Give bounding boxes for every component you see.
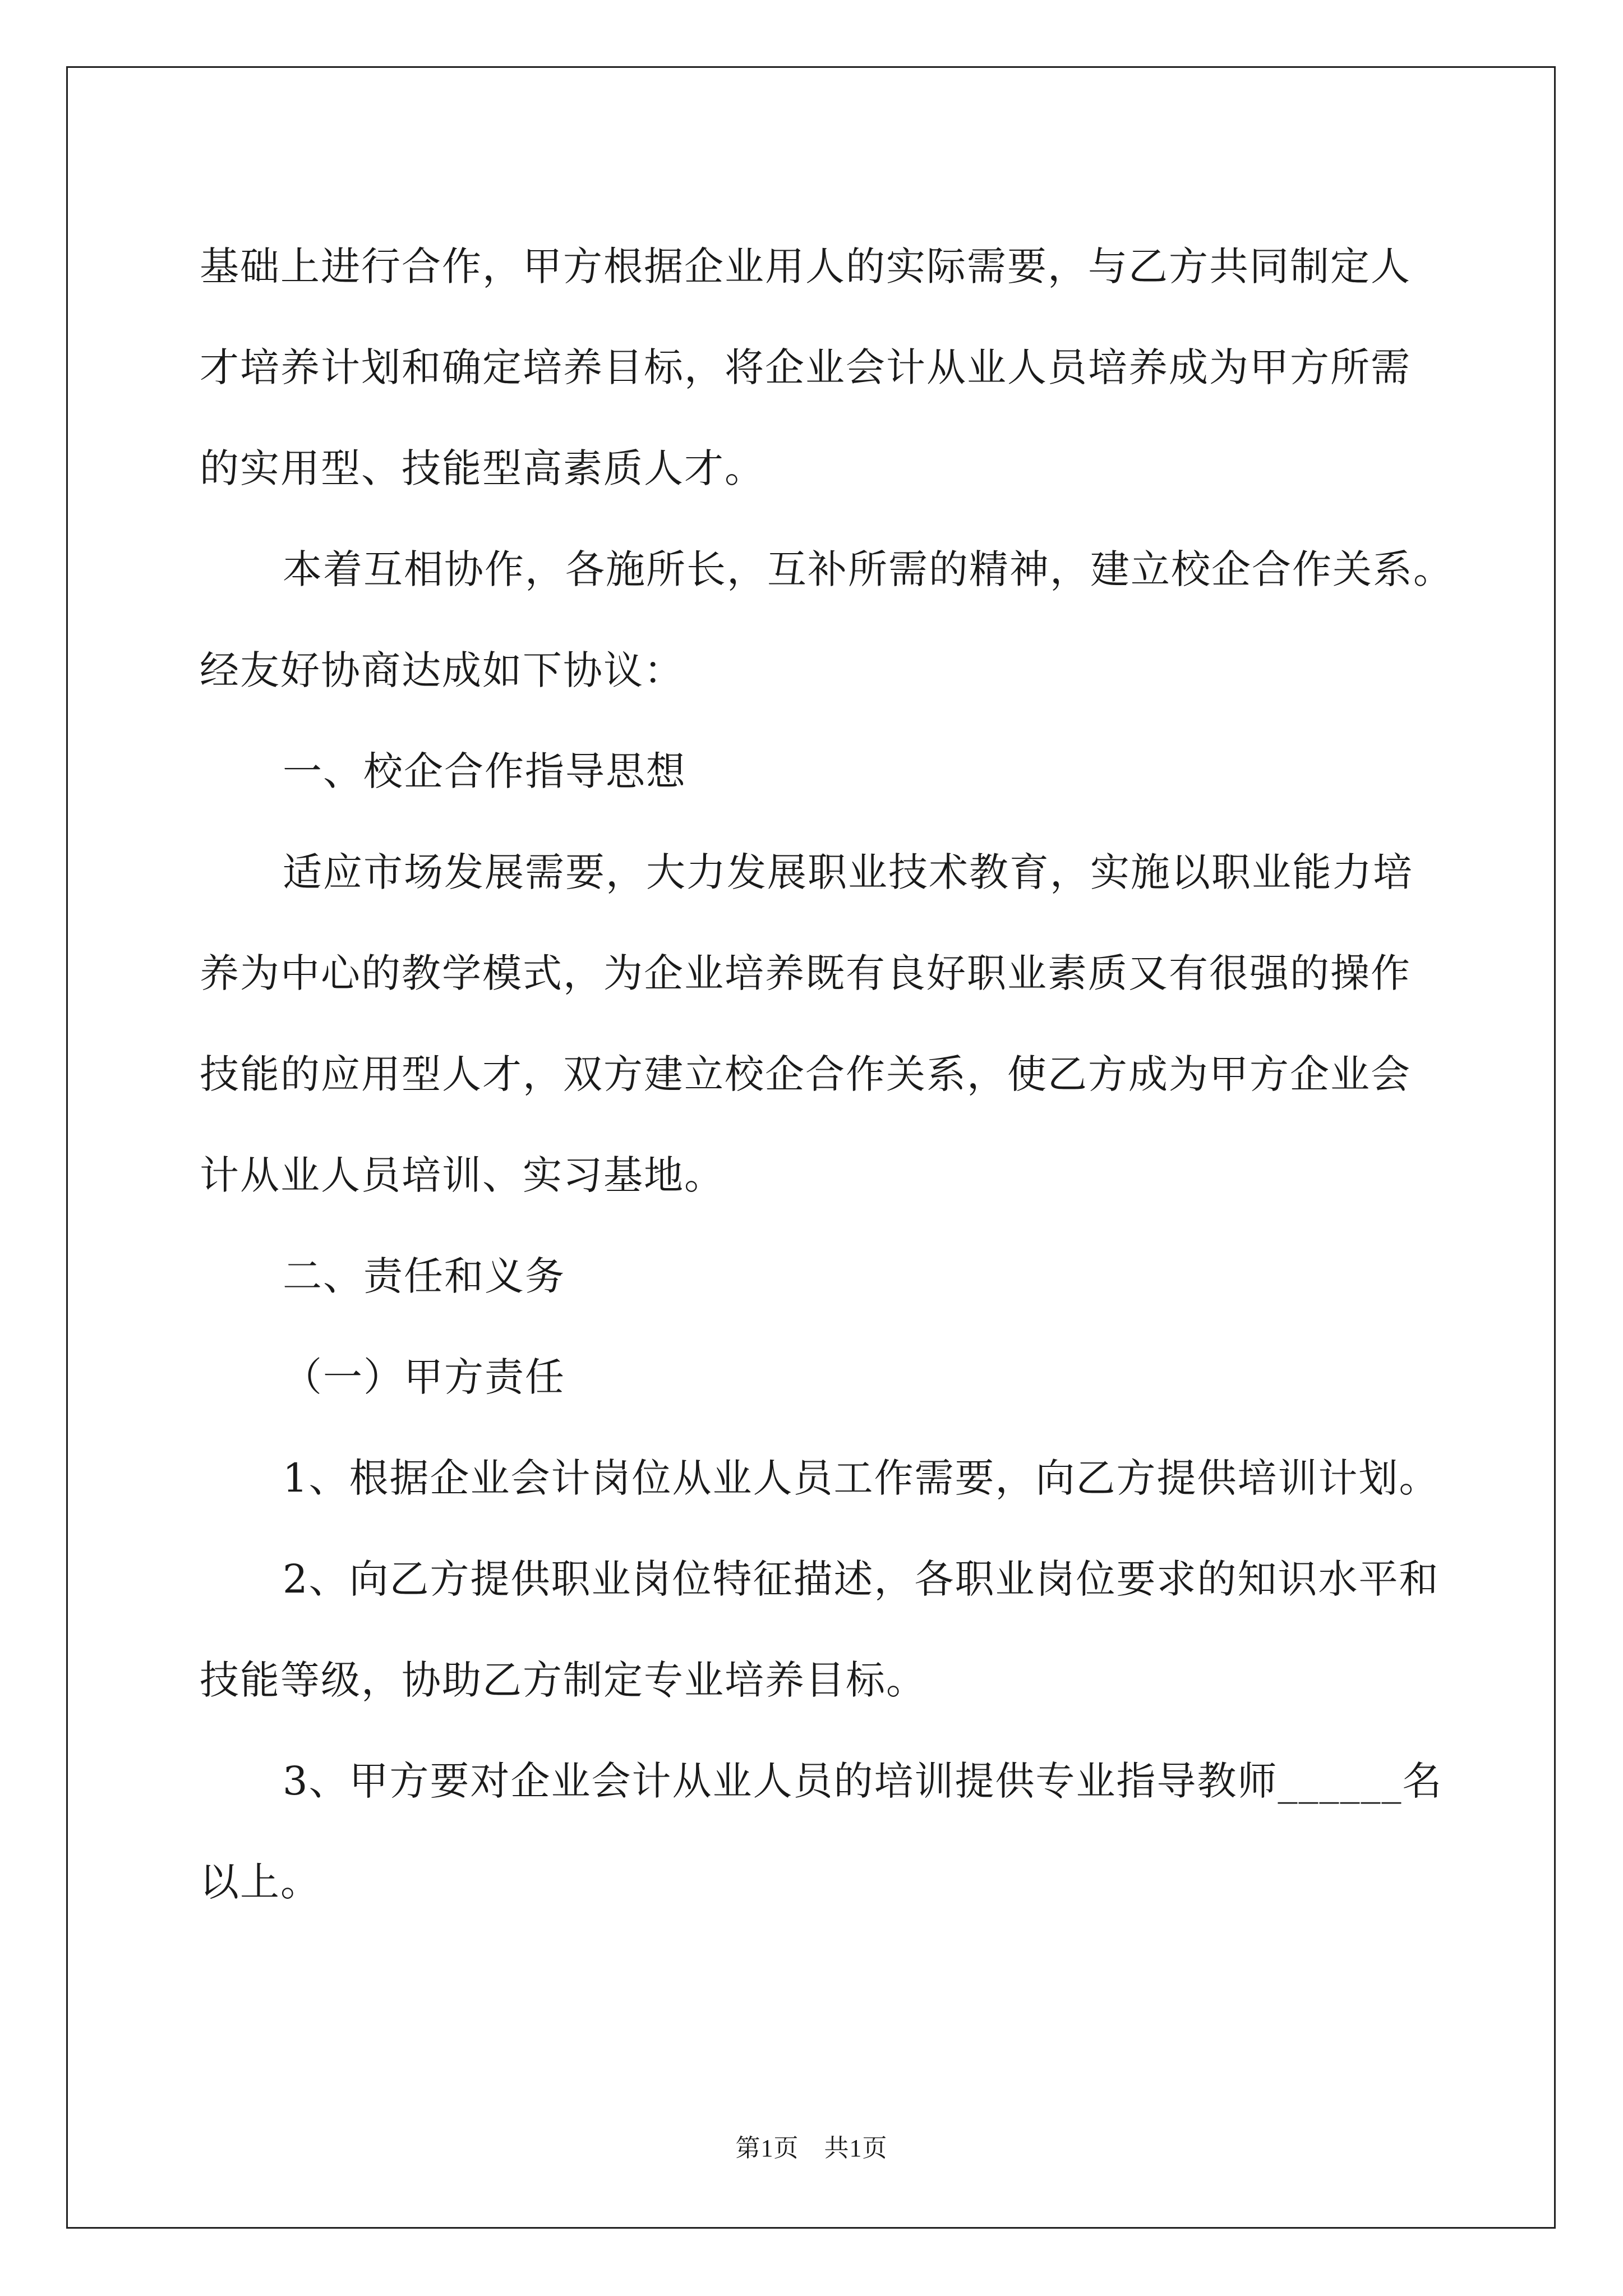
text-line: 以上。 — [200, 1859, 321, 1905]
text-line: 计从业人员培训、实习基地。 — [200, 1152, 725, 1198]
subsection-heading: （一）甲方责任 — [283, 1354, 565, 1400]
list-item: 1、根据企业会计岗位从业人员工作需要，向乙方提供培训计划。 — [283, 1455, 1440, 1501]
section-heading: 一、校企合作指导思想 — [283, 748, 686, 794]
section-heading: 二、责任和义务 — [283, 1253, 565, 1299]
text-line: 养为中心的教学模式，为企业培养既有良好职业素质又有很强的操作 — [200, 950, 1411, 996]
text-line: 适应市场发展需要，大力发展职业技术教育，实施以职业能力培 — [283, 849, 1413, 895]
page-number: 第1页 共1页 — [735, 2134, 888, 2162]
page-footer — [0, 2128, 1623, 2164]
text-line: 技能的应用型人才，双方建立校企合作关系，使乙方成为甲方企业会 — [200, 1051, 1411, 1097]
list-item: 2、向乙方提供职业岗位特征描述，各职业岗位要求的知识水平和 — [283, 1556, 1440, 1602]
text-line: 才培养计划和确定培养目标，将企业会计从业人员培养成为甲方所需 — [200, 344, 1411, 390]
text-line: 的实用型、技能型高素质人才。 — [200, 445, 765, 491]
text-line: 基础上进行合作，甲方根据企业用人的实际需要，与乙方共同制定人 — [200, 243, 1411, 289]
document-body — [200, 216, 1456, 1932]
text-line: 技能等级，协助乙方制定专业培养目标。 — [200, 1657, 926, 1703]
list-item: 3、甲方要对企业会计从业人员的培训提供专业指导教师______名 — [283, 1758, 1443, 1804]
text-line: 经友好协商达成如下协议： — [200, 647, 684, 693]
text-line: 本着互相协作，各施所长，互补所需的精神，建立校企合作关系。 — [283, 546, 1454, 592]
